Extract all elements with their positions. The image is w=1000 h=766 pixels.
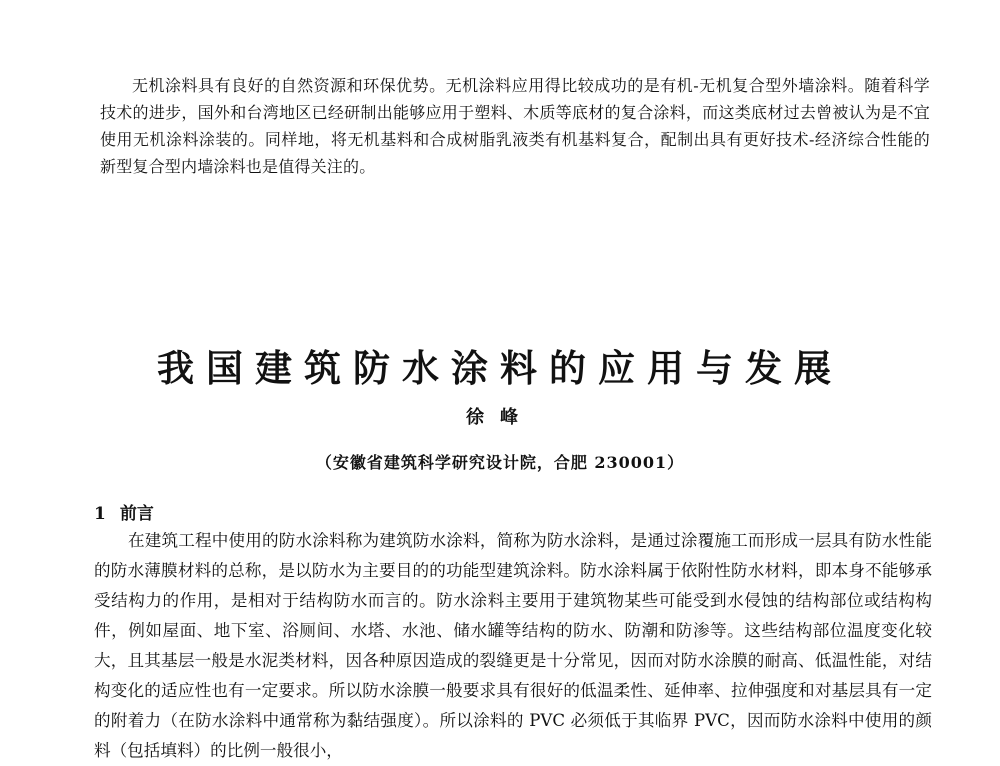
article-author: 徐峰 — [466, 407, 534, 428]
section-number: 1 — [94, 504, 106, 524]
section-heading — [94, 499, 154, 524]
section-paragraph: 在建筑工程中使用的防水涂料称为建筑防水涂料，简称为防水涂料，是通过涂覆施工而形成一层具有防水性能的防水薄膜材料的总称，是以防水为主要目的的功能型建筑涂料。防水涂料属于依附性防水材料，即本身不能够承受结构力的作用，是相对于结构防水而言的。防水涂料主要用于建筑物某些可能受到水侵蚀的结构部位或结构构件，例如屋面、地下室、浴厕间、水塔、水池、储水罐等结构的防水、防潮和防渗等。这些结构部位温度变化较大，且其基层一般是水泥类材料，因各种原因造成的裂缝更是十分常见，因而对防水涂膜的耐高、低温性能，对结构变化的适应性也有一定要求。所以防水涂膜一般要求具有很好的低温柔性、延伸率、拉伸强度和对基层具有一定的附着力（在防水涂料中通常称为黏结强度）。所以涂料的 PVC 必须低于其临界 PVC，因而防水涂料中使用的颜料（包括填料）的比例一般很小， — [94, 531, 932, 760]
article-title: 我国建筑防水涂料的应用与发展 — [157, 346, 843, 390]
section-title: 前言 — [119, 504, 154, 524]
previous-article-paragraph: 无机涂料具有良好的自然资源和环保优势。无机涂料应用得比较成功的是有机-无机复合型外墙涂料。随着科学技术的进步，国外和台湾地区已经研制出能够应用于塑料、木质等底材的复合涂料，而这类底材过去曾被认为是不宜使用无机涂料涂装的。同样地，将无机基料和合成树脂乳液类有机基料复合，配制出具有更好技术-经济综合性能的新型复合型内墙涂料也是值得关注的。 — [100, 76, 930, 176]
article-affiliation: （安徽省建筑科学研究设计院，合肥 230001） — [315, 453, 685, 472]
